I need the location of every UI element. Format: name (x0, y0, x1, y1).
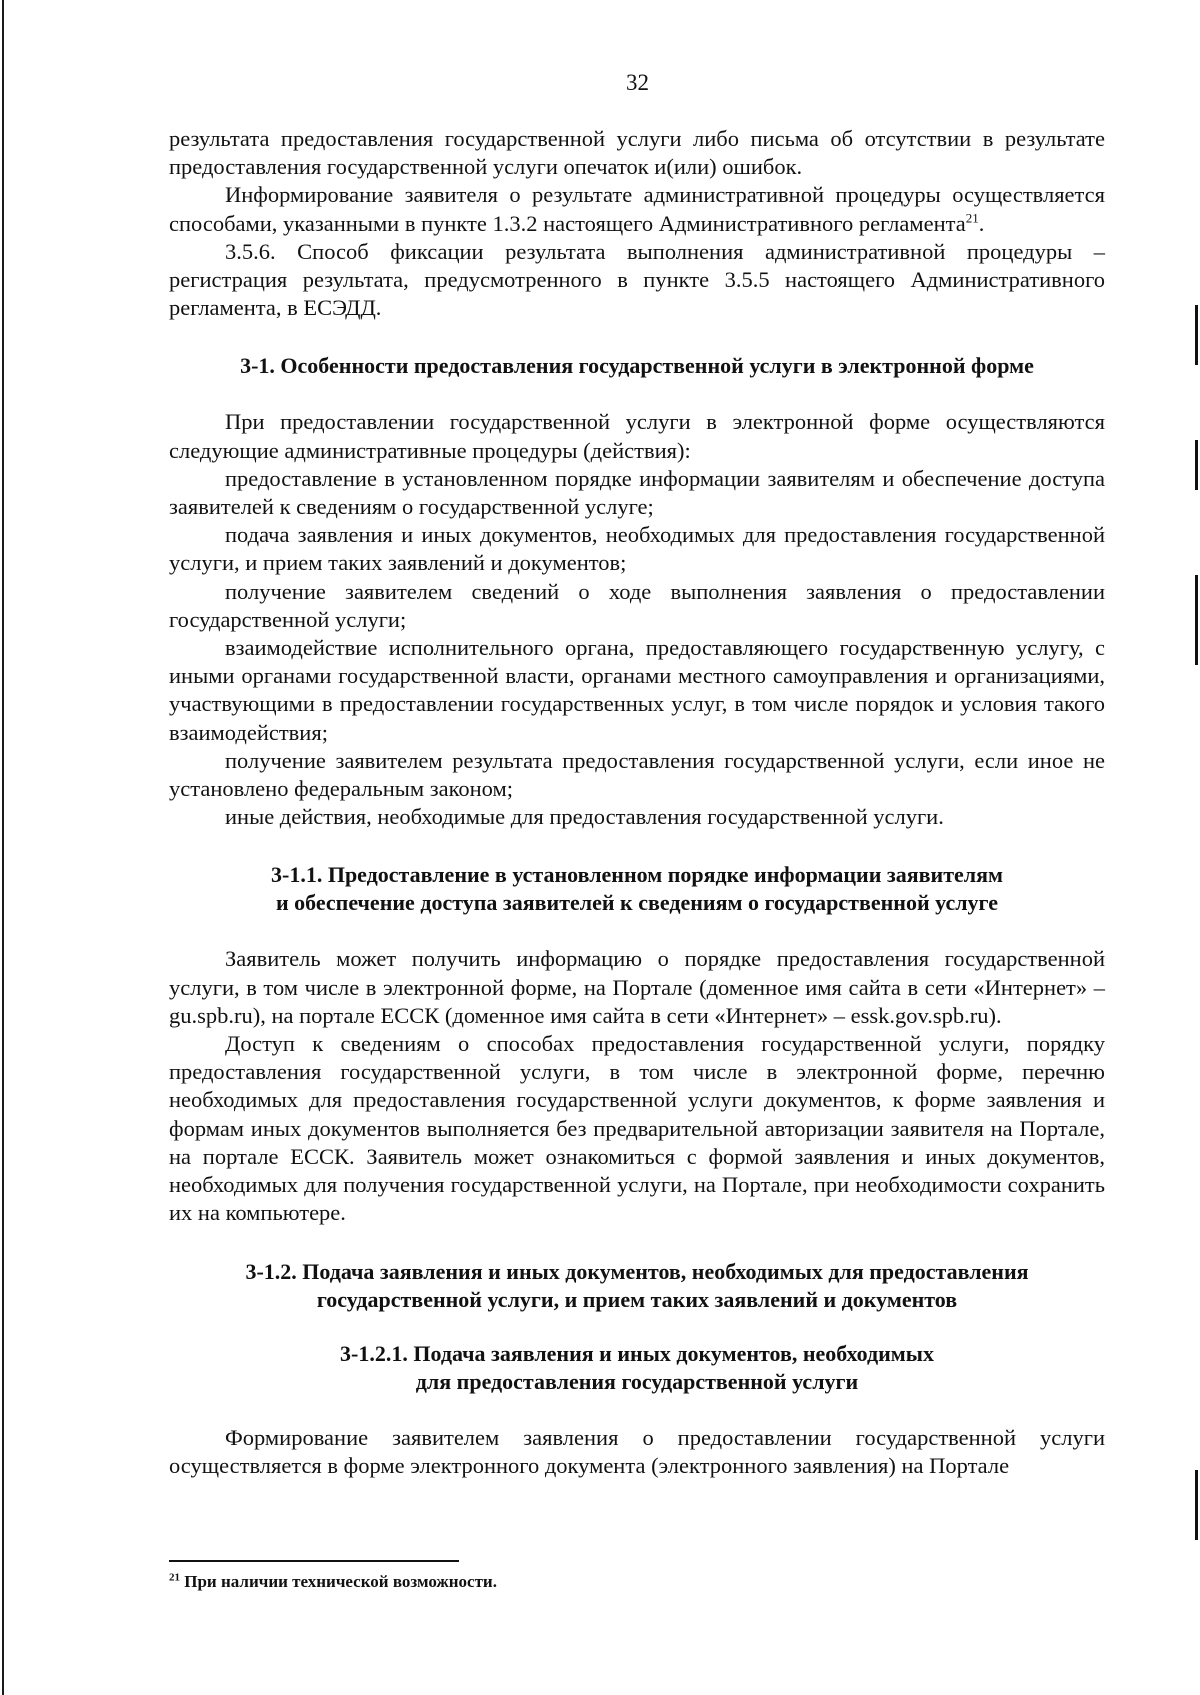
paragraph: результата предоставления государственной услуги либо письма об отсутствии в результате предоставления государственной услуги опечаток и(или) ошибок. (169, 126, 1105, 180)
document-body (169, 125, 1105, 1480)
scan-mark (1195, 575, 1198, 665)
paragraph: 3.5.6. Способ фиксации результата выполнения административной процедуры – регистрация результата, предусмотренного в пункте 3.5.5 настоящего Административного регламента, в ЕСЭДД. (169, 238, 1105, 321)
paragraph: подача заявления и иных документов, необходимых для предоставления государственной услуги, и прием таких заявлений и документов; (169, 522, 1105, 576)
scan-left-edge (2, 0, 4, 1695)
paragraph (169, 181, 1105, 237)
heading-line: 3-1.1. Предоставление в установленном порядке информации заявителям (271, 862, 1003, 888)
heading-line: 3-1.2.1. Подача заявления и иных документов, необходимых (340, 1340, 934, 1366)
paragraph: Заявитель может получить информацию о порядке предоставления государственной услуги, в том числе в электронной форме, на Портале (доменное имя сайта в сети «Интернет» – gu.spb.ru), на портале ЕССК (доменное имя сайта в сети «Интернет» – essk.gov.spb.ru). (169, 946, 1105, 1028)
paragraph: получение заявителем сведений о ходе выполнения заявления о предоставлении государственной услуги; (169, 578, 1105, 632)
footnote-mark: 21 (169, 1571, 180, 1584)
paragraph: получение заявителем результата предоставления государственной услуги, если иное не установлено федеральным законом; (169, 747, 1105, 802)
paragraph: При предоставлении государственной услуги в электронной форме осуществляются следующие административные процедуры (действия): (169, 409, 1105, 463)
subsection-heading (169, 861, 1105, 917)
footnote-reference: 21 (965, 210, 979, 226)
scan-mark (1195, 1470, 1198, 1540)
paragraph: Доступ к сведениям о способах предоставления государственной услуги, порядку предоставления государственной услуги, в том числе в электронной форме, перечню необходимых для предоставления государственной услуги документов, к форме заявления и формам иных документов выполняется без предварительной авторизации заявителя на Портале, на портале ЕССК. Заявитель может ознакомиться с формой заявления и иных документов, необходимых для получения государственной услуги, на Портале, при необходимости сохранить их на компьютере. (169, 1031, 1105, 1226)
scan-mark (1195, 440, 1198, 490)
paragraph-end: . (978, 210, 985, 236)
scan-mark (1195, 305, 1198, 365)
paragraph: предоставление в установленном порядке информации заявителям и обеспечение доступа заявителей к сведениям о государственной услуге; (169, 465, 1105, 520)
footnote-text: При наличии технической возможности. (180, 1572, 497, 1591)
heading-line: государственной услуги, и прием таких заявлений и документов (316, 1286, 958, 1312)
footnote-divider (169, 1560, 459, 1562)
page-number: 32 (626, 70, 649, 95)
paragraph-text: Информирование заявителя о результате административной процедуры осуществляется способами, указанными в пункте 1.3.2 настоящего Административного регламента (169, 182, 1105, 236)
heading-line: для предоставления государственной услуги (415, 1368, 859, 1394)
paragraph: иные действия, необходимые для предоставления государственной услуги. (225, 804, 944, 830)
section-heading: 3-1. Особенности предоставления государственной услуги в электронной форме (240, 353, 1034, 379)
subsection-heading (169, 1258, 1105, 1314)
heading-line: и обеспечение доступа заявителей к сведениям о государственной услуге (275, 890, 999, 916)
footnote (169, 1572, 497, 1592)
heading-line: 3-1.2. Подача заявления и иных документов, необходимых для предоставления (245, 1258, 1029, 1284)
paragraph: Формирование заявителем заявления о предоставлении государственной услуги осуществляется в форме электронного документа (электронного заявления) на Портале (169, 1424, 1105, 1478)
paragraph: взаимодействие исполнительного органа, предоставляющего государственную услугу, с иными органами государственной власти, органами местного самоуправления и организациями, участвующими в предоставлении государственных услуг, в том числе порядок и условия такого взаимодействия; (169, 635, 1105, 745)
subsubsection-heading (169, 1340, 1105, 1396)
